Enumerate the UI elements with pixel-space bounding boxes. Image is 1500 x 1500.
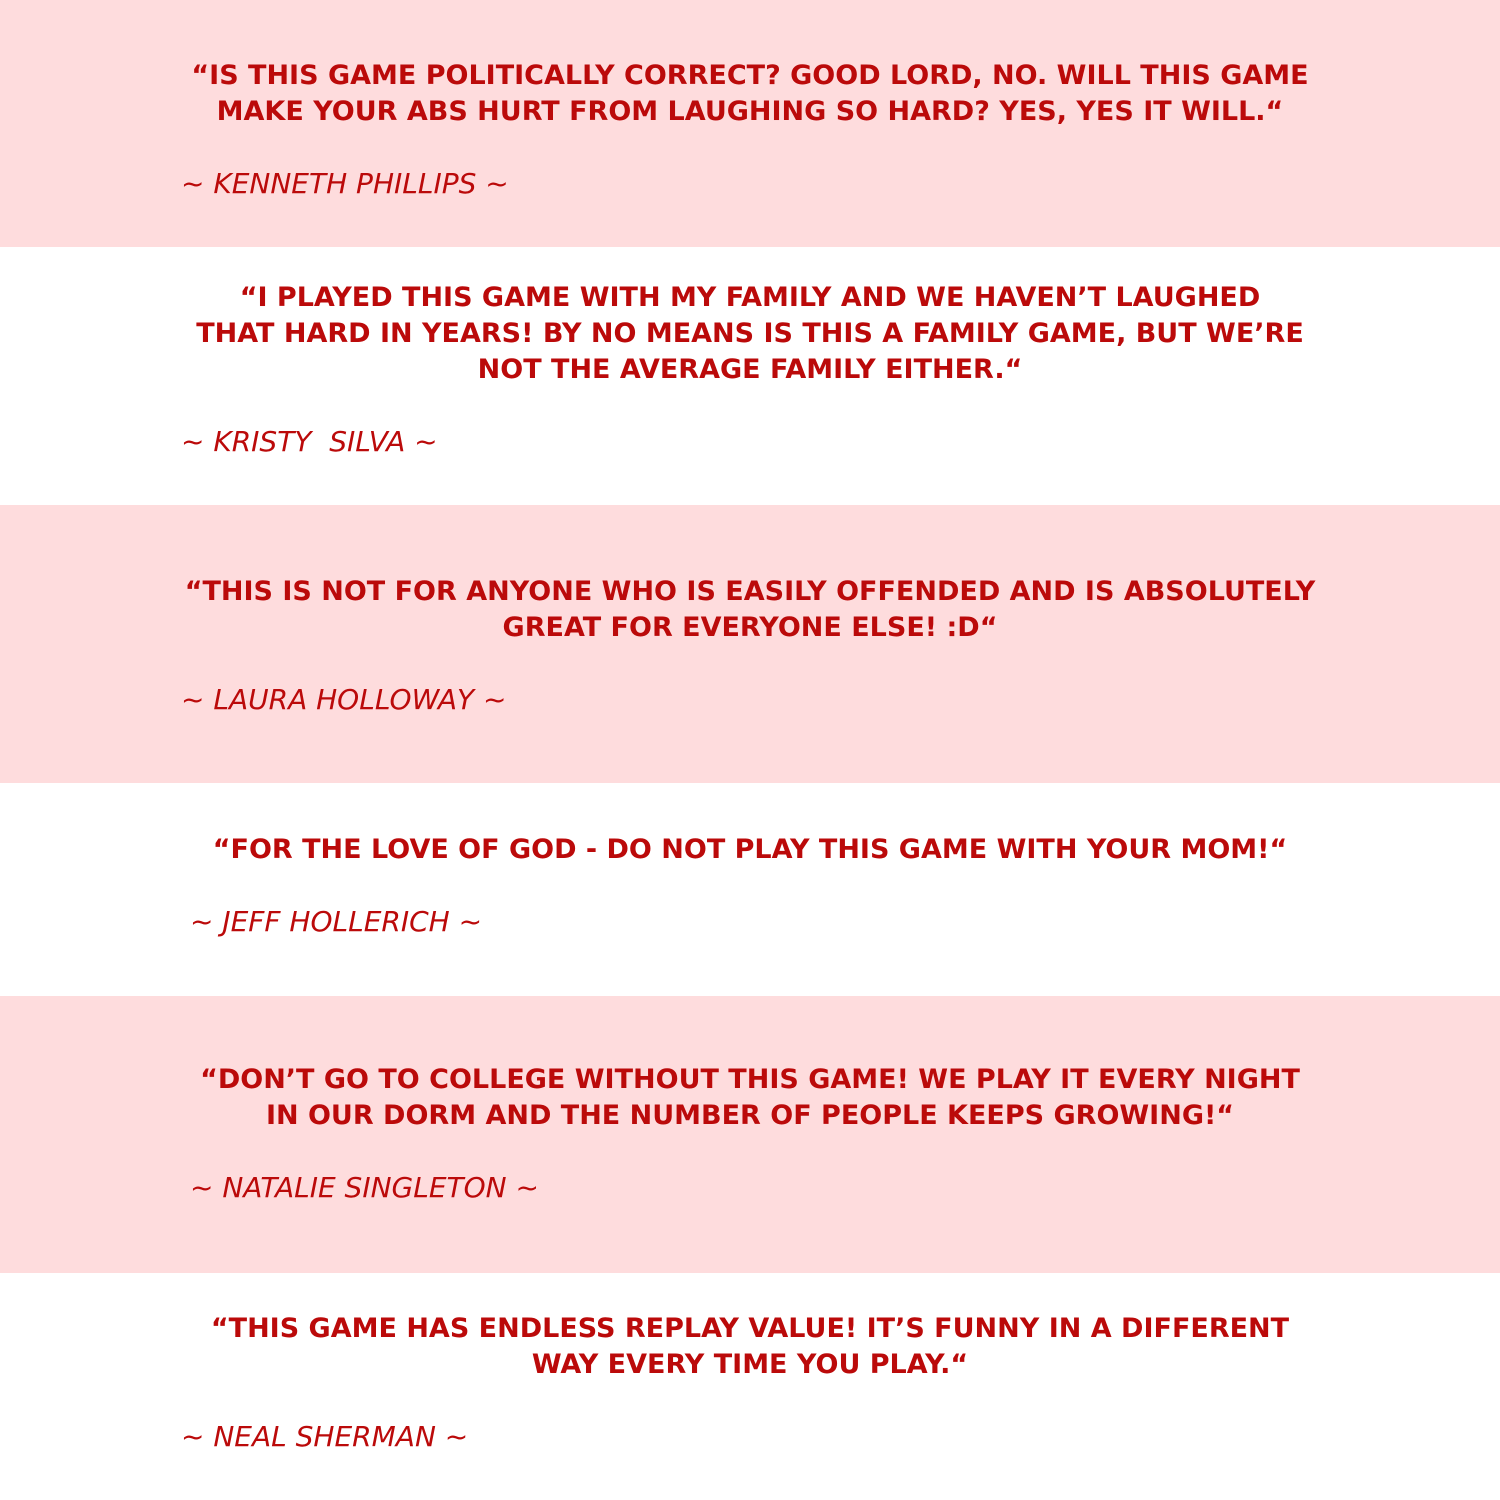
quote-line: “I PLAYED THIS GAME WITH MY FAMILY AND WE HAVEN’T LAUGHED xyxy=(239,282,1261,313)
testimonial-band xyxy=(0,0,1500,247)
quote-line: WAY EVERY TIME YOU PLAY.“ xyxy=(531,1349,969,1380)
testimonial-band xyxy=(0,247,1500,505)
quote-line: IN OUR DORM AND THE NUMBER OF PEOPLE KEEPS GROWING!“ xyxy=(265,1100,1235,1131)
testimonial-quote xyxy=(0,574,1500,646)
testimonial-band xyxy=(0,1273,1500,1500)
testimonial-author: ~ KENNETH PHILLIPS ~ xyxy=(181,167,509,200)
testimonial-band xyxy=(0,783,1500,996)
quote-line: “IS THIS GAME POLITICALLY CORRECT? GOOD LORD, NO. WILL THIS GAME xyxy=(191,60,1309,91)
testimonial-author: ~ LAURA HOLLOWAY ~ xyxy=(181,683,507,716)
quote-line: MAKE YOUR ABS HURT FROM LAUGHING SO HARD? YES, YES IT WILL.“ xyxy=(216,96,1284,127)
testimonial-quote xyxy=(0,280,1500,388)
quote-line: NOT THE AVERAGE FAMILY EITHER.“ xyxy=(477,354,1023,385)
quote-line: THAT HARD IN YEARS! BY NO MEANS IS THIS A FAMILY GAME, BUT WE’RE xyxy=(196,318,1304,349)
quote-line: “DON’T GO TO COLLEGE WITHOUT THIS GAME! WE PLAY IT EVERY NIGHT xyxy=(200,1064,1300,1095)
testimonial-quote xyxy=(0,1311,1500,1383)
testimonial-author: ~ NEAL SHERMAN ~ xyxy=(181,1420,469,1453)
testimonial-author: ~ JEFF HOLLERICH ~ xyxy=(190,905,483,938)
quote-line: “THIS IS NOT FOR ANYONE WHO IS EASILY OFFENDED AND IS ABSOLUTELY xyxy=(184,576,1316,607)
testimonial-quote xyxy=(0,1062,1500,1134)
testimonial-quote xyxy=(0,58,1500,130)
testimonial-band xyxy=(0,505,1500,783)
testimonial-author: ~ KRISTY SILVA ~ xyxy=(181,425,438,458)
testimonial-author: ~ NATALIE SINGLETON ~ xyxy=(190,1171,539,1204)
quote-line: “THIS GAME HAS ENDLESS REPLAY VALUE! IT’S FUNNY IN A DIFFERENT xyxy=(210,1313,1290,1344)
testimonial-quote xyxy=(0,832,1500,868)
testimonial-band xyxy=(0,996,1500,1273)
quote-line: “FOR THE LOVE OF GOD - DO NOT PLAY THIS GAME WITH YOUR MOM!“ xyxy=(212,834,1288,865)
quote-line: GREAT FOR EVERYONE ELSE! :D“ xyxy=(502,612,998,643)
